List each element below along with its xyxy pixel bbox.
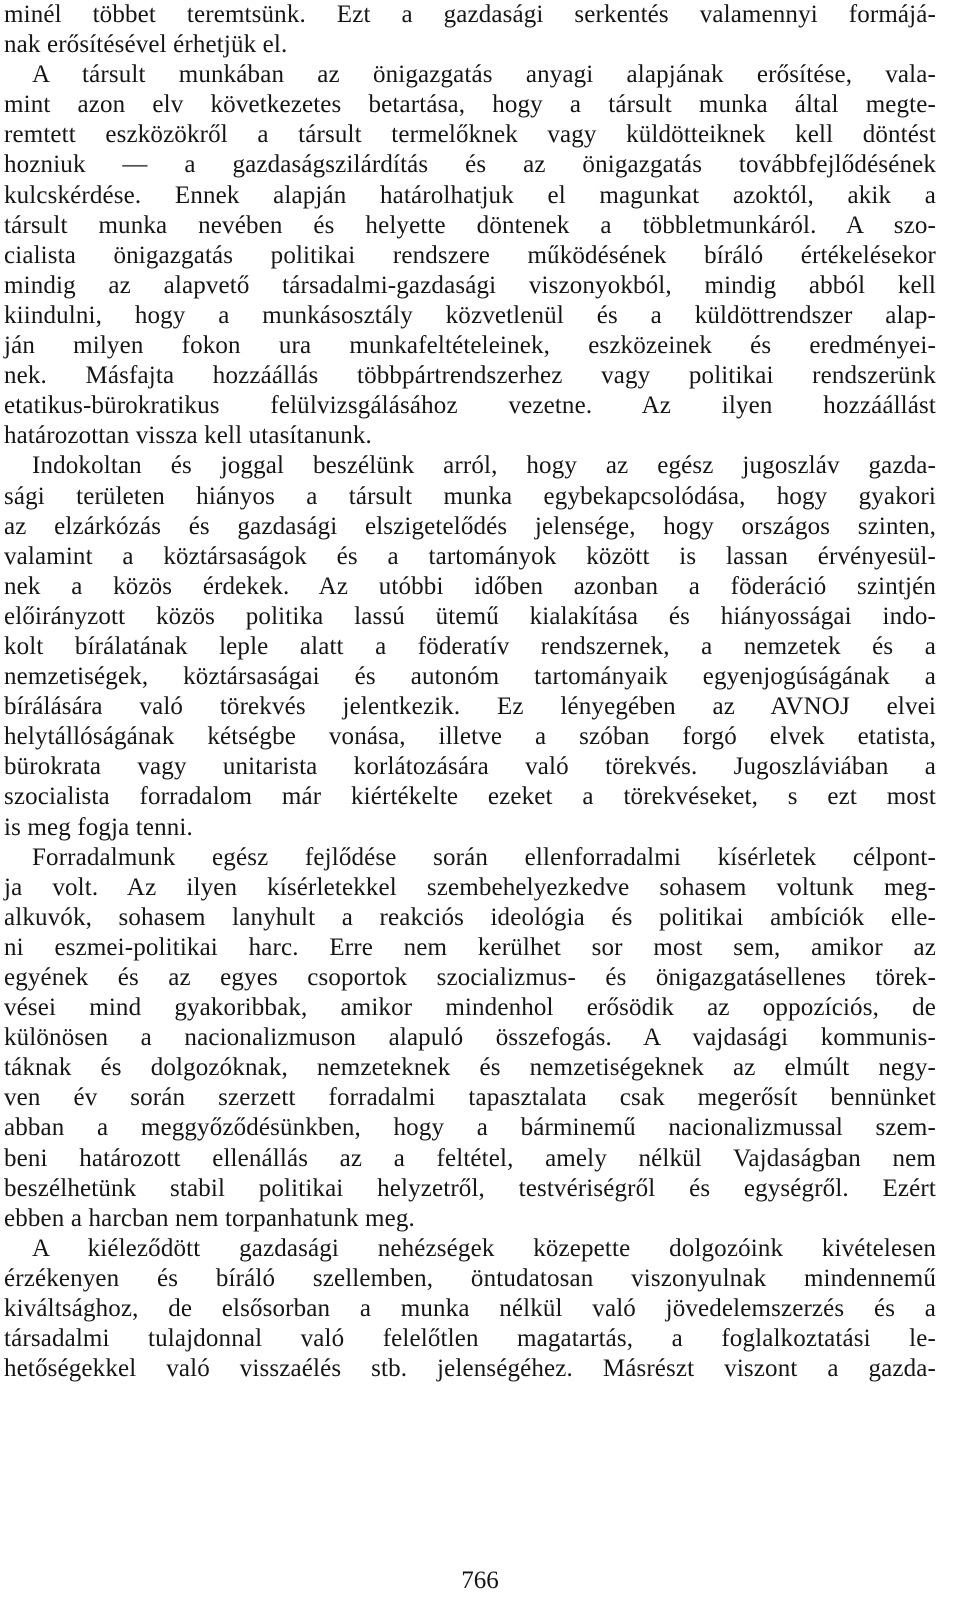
text-line: társadalmi tulajdonnal való felelőtlen magatartás, a foglalkoztatási le- bbox=[4, 1325, 936, 1353]
text-line: szocialista forradalom már kiértékelte ezeket a törekvéseket, s ezt most bbox=[4, 783, 936, 811]
text-line: beszélhetünk stabil politikai helyzetről, testvériségről és egységről. Ezért bbox=[4, 1174, 936, 1202]
text-line: nak erősítésével érhetjük el. bbox=[4, 31, 288, 59]
text-line: előirányzott közös politika lassú ütemű kialakítása és hiányosságai indo- bbox=[4, 602, 936, 630]
text-line: nemzetiségek, köztársaságai és autonóm tartományaik egyenjogúságának a bbox=[4, 663, 936, 691]
text-line: kulcskérdése. Ennek alapján határolhatjuk el magunkat azoktól, akik a bbox=[4, 181, 936, 209]
text-line: ni eszmei-politikai harc. Erre nem kerülhet sor most sem, amikor az bbox=[4, 933, 936, 961]
body-text bbox=[4, 0, 936, 1384]
text-line: vései mind gyakoribbak, amikor mindenhol erősödik az oppozíciós, de bbox=[4, 994, 936, 1022]
text-line: helytállóságának kétségbe vonása, illetve a szóban forgó elvek etatista, bbox=[4, 723, 936, 751]
page-number: 766 bbox=[461, 1567, 499, 1594]
text-line: társult munka nevében és helyette döntenek a többletmunkáról. A szo- bbox=[4, 211, 936, 239]
text-line: hetőségekkel való visszaélés stb. jelenségéhez. Másrészt viszont a gazda- bbox=[4, 1355, 936, 1383]
text-line: mint azon elv következetes betartása, hogy a társult munka által megte- bbox=[4, 91, 936, 119]
text-line: A kiéleződött gazdasági nehézségek közepette dolgozóink kivételesen bbox=[32, 1234, 936, 1262]
text-line: ja volt. Az ilyen kísérletekkel szembehelyezkedve sohasem voltunk meg- bbox=[4, 873, 936, 901]
text-line: kiindulni, hogy a munkásosztály közvetlenül és a küldöttrendszer alap- bbox=[4, 301, 936, 329]
text-line: érzékenyen és bíráló szellemben, öntudatosan viszonyulnak mindennemű bbox=[4, 1264, 936, 1292]
text-line: kiváltsághoz, de elsősorban a munka nélkül való jövedelemszerzés és a bbox=[4, 1295, 936, 1323]
text-line: határozottan vissza kell utasítanunk. bbox=[4, 422, 372, 450]
text-line: bírálására való törekvés jelentkezik. Ez lényegében az AVNOJ elvei bbox=[4, 693, 936, 721]
text-line: alkuvók, sohasem lanyhult a reakciós ideológia és politikai ambíciók elle- bbox=[4, 903, 936, 931]
text-line: valamint a köztársaságok és a tartományok között is lassan érvényesül- bbox=[4, 542, 936, 570]
text-line: bürokrata vagy unitarista korlátozására való törekvés. Jugoszláviában a bbox=[4, 753, 936, 781]
text-line: mindig az alapvető társadalmi-gazdasági viszonyokból, mindig abból kell bbox=[4, 271, 936, 299]
text-line: egyének és az egyes csoportok szocializmus- és önigazgatásellenes törek- bbox=[4, 964, 936, 991]
text-line: ján milyen fokon ura munkafeltételeinek, eszközeinek és eredményei- bbox=[4, 332, 936, 360]
text-line: A társult munkában az önigazgatás anyagi alapjának erősítése, vala- bbox=[32, 61, 936, 89]
text-line: az elzárkózás és gazdasági elszigetelődés jelensége, hogy országos szinten, bbox=[4, 512, 936, 540]
text-line: kolt bírálatának leple alatt a föderatív rendszernek, a nemzetek és a bbox=[4, 632, 936, 660]
text-line: remtett eszközökről a társult termelőknek vagy küldötteiknek kell döntést bbox=[4, 121, 936, 149]
text-line: cialista önigazgatás politikai rendszere működésének bíráló értékelésekor bbox=[4, 241, 936, 269]
text-line: is meg fogja tenni. bbox=[4, 813, 193, 841]
text-line: minél többet teremtsünk. Ezt a gazdasági serkentés valamennyi formájá- bbox=[4, 1, 936, 28]
text-line: sági területen hiányos a társult munka egybekapcsolódása, hogy gyakori bbox=[4, 482, 936, 510]
text-line: nek a közös érdekek. Az utóbbi időben azonban a föderáció szintjén bbox=[4, 572, 936, 600]
text-line: ebben a harcban nem torpanhatunk meg. bbox=[4, 1204, 415, 1232]
text-line: Forradalmunk egész fejlődése során ellenforradalmi kísérletek célpont- bbox=[32, 843, 936, 871]
text-line: táknak és dolgozóknak, nemzeteknek és nemzetiségeknek az elmúlt negy- bbox=[4, 1054, 936, 1082]
text-line: ven év során szerzett forradalmi tapasztalata csak megerősít bennünket bbox=[4, 1084, 936, 1112]
text-line: etatikus-bürokratikus felülvizsgálásához vezetne. Az ilyen hozzáállást bbox=[4, 392, 936, 420]
text-line: beni határozott ellenállás az a feltétel, amely nélkül Vajdaságban nem bbox=[4, 1144, 936, 1172]
text-line: hozniuk — a gazdaságszilárdítás és az önigazgatás továbbfejlődésének bbox=[4, 151, 936, 179]
text-line: nek. Másfajta hozzáállás többpártrendszerhez vagy politikai rendszerünk bbox=[4, 362, 936, 390]
text-line: Indokoltan és joggal beszélünk arról, hogy az egész jugoszláv gazda- bbox=[32, 452, 936, 480]
text-line: abban a meggyőződésünkben, hogy a bárminemű nacionalizmussal szem- bbox=[4, 1114, 936, 1142]
text-line: különösen a nacionalizmuson alapuló összefogás. A vajdasági kommunis- bbox=[4, 1024, 936, 1052]
